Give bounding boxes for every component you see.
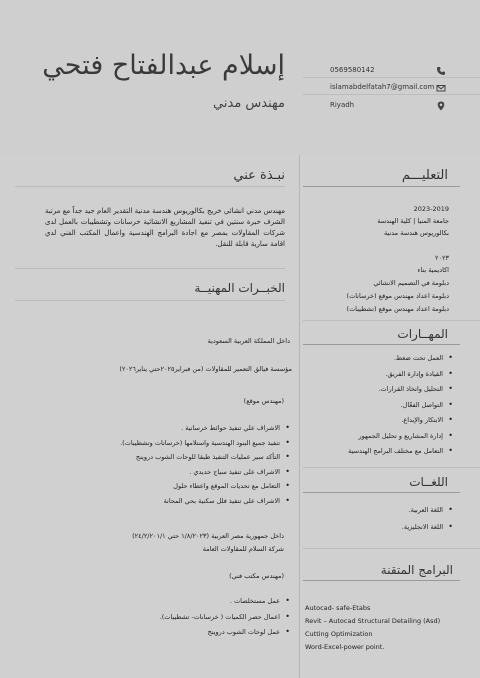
education-diploma: دبلومة في التصميم الانشائي xyxy=(373,279,449,287)
language-item: • اللغة الانجليزية. xyxy=(402,523,453,539)
languages-title: اللغــات xyxy=(409,475,448,489)
languages-title-underline xyxy=(303,492,460,493)
job-title: مهندس مدني xyxy=(213,96,285,111)
experience-location: داخل المملكة العربية السعودية xyxy=(207,337,290,345)
languages-list xyxy=(402,506,453,539)
software-title: البرامج المتقنة xyxy=(380,563,453,577)
duty-item: • عمل مستخلصات . xyxy=(160,597,290,613)
about-title-underline xyxy=(15,186,285,187)
software-title-underline xyxy=(303,580,460,581)
phone-icon xyxy=(436,66,446,76)
software-item: Autocad- safe-Etabs xyxy=(305,604,371,612)
duty-item: • التعامل مع تحديات الموقع واعطاء حلول xyxy=(120,482,290,497)
resume-header xyxy=(0,0,480,155)
education-diploma: دبلومة اعداد مهندس موقع (تشطيبات) xyxy=(346,305,449,313)
phone-text: 0569580142 xyxy=(330,66,375,74)
skill-item: • إدارة المشاريع و تحليل الجمهور xyxy=(348,432,453,448)
experience-title: الخبــرات المهنيــة xyxy=(194,281,285,295)
education-academy: اكاديمية بناء xyxy=(417,266,449,274)
education-year-2: ٢٠٢٣ xyxy=(435,254,449,262)
duty-item: • الاشراف على تنفيذ فلل سكنية بحي المحانة xyxy=(120,497,290,512)
skill-item: • العمل تحت ضغط. xyxy=(348,354,453,370)
person-name: إسلام عبدالفتاح فتحي xyxy=(42,50,285,81)
duty-item: • الاشراف علي تنفيذ حوائط خرسانية . xyxy=(120,424,290,439)
skills-list xyxy=(348,354,453,463)
education-title-underline xyxy=(303,186,460,187)
skill-item: • التواصل الفعّال. xyxy=(348,401,453,417)
duty-item: • تنفيذ جميع البنود الهندسية واستلامها (خرسانات وتشطيبات). xyxy=(120,439,290,454)
about-title: نبـذة عني xyxy=(233,168,285,183)
duty-item: • الاشراف على تنفيذ سياج حديدي . xyxy=(120,468,290,483)
skill-item: • التحليل واتخاذ القرارات. xyxy=(348,385,453,401)
experience-company: شركة السلام للمقاولات العامة xyxy=(202,545,284,553)
experience-company: مؤسسة فيالق التعمير للمقاولات (من فبراير٢٠٢٥حتي يناير٢٠٢٦) xyxy=(119,365,292,373)
email-text: islamabdelfatah7@gmail.com xyxy=(330,83,435,91)
skills-title-underline xyxy=(303,344,460,345)
skill-item: • التعامل مع مختلف البرامج الهندسية xyxy=(348,447,453,463)
skills-title: المهــارات xyxy=(397,327,448,341)
email-icon xyxy=(436,83,446,93)
about-text: مهندس مدني انشائي خريج بكالوريوس هندسة مدنية التقدير العام جيد جداً مع مرتبة الشرف خبرة سنتين في تنفيذ المشاريع الانشائية خرسانات وتشطيبات بالعمل لدى شركات المقاولات بمصر مع اجادة البرامج الهندسية واعمال المكتب الفني لدي اقامة سارية قابلة للنقل. xyxy=(45,207,285,248)
section-divider xyxy=(303,548,480,549)
location-pin-icon xyxy=(436,101,446,111)
language-item: • اللغة العربية. xyxy=(402,506,453,523)
skill-item: • الابتكار والإبداع. xyxy=(348,416,453,432)
education-years: 2023-2019 xyxy=(413,205,449,213)
skill-item: • القيادة وإدارة الفريق. xyxy=(348,370,453,386)
education-title: التعليـــم xyxy=(401,168,448,183)
duty-item: • اعمال حصر الكميات ( خرسانات- تشطيبات). xyxy=(160,613,290,629)
education-diploma: دبلومة اعداد مهندس موقع (خرسانات) xyxy=(346,292,449,300)
experience-title-underline xyxy=(15,300,285,301)
section-divider xyxy=(15,268,285,269)
section-divider xyxy=(303,467,480,468)
duty-item: • عمل لوحات الشوب دروينج xyxy=(160,628,290,644)
duty-item: • التأكد سير عمليات التنفيذ طبقا للوحات الشوب دروينج xyxy=(120,453,290,468)
location-text: Riyadh xyxy=(330,101,355,109)
experience-duties xyxy=(160,597,290,644)
software-item: Cutting Optimization xyxy=(305,630,373,638)
education-university: جامعة المنيا | كلية الهندسة xyxy=(377,217,449,225)
experience-duties xyxy=(120,424,290,511)
section-divider xyxy=(303,320,480,321)
contact-location xyxy=(330,101,480,115)
experience-location: داخل جمهورية مصر العربية (١/٨/٢٠٢٣ حتي ٢٤/٢/٢٠١/١) xyxy=(132,532,284,540)
software-item: Revit – Autocad Structural Detailing (Asd) xyxy=(305,617,441,625)
experience-role: (مهندس موقع) xyxy=(243,397,284,405)
software-item: Word-Excel-power point. xyxy=(305,643,385,651)
column-divider xyxy=(299,155,300,678)
contact-divider xyxy=(303,94,480,95)
contact-divider xyxy=(303,77,480,78)
experience-role: (مهندس مكتب فني) xyxy=(229,572,284,580)
education-degree: بكالوريوس هندسة مدنية xyxy=(384,229,449,237)
